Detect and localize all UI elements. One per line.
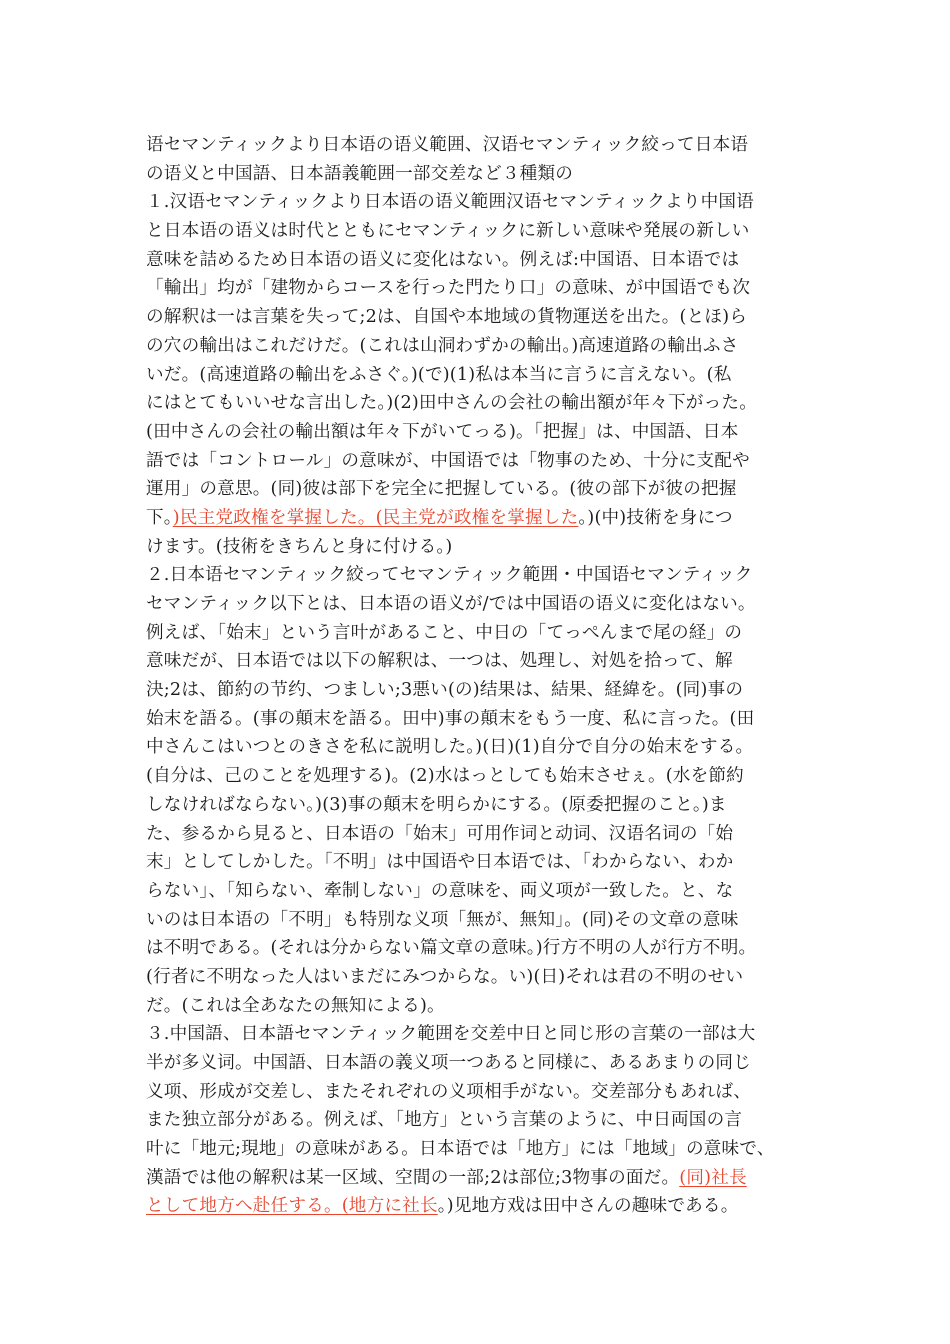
text-segment: の穴の輸出はこれだけだ。(これは山洞わずかの輸出。)高速道路の輸出ふさ bbox=[146, 335, 739, 356]
text-segment: しなければならない。)(3)事の顛末を明らかにする。(原委把握のこと。)ま bbox=[146, 794, 727, 815]
text-segment: (田中さんの会社の輸出額は年々下がいてっる)。「把握」は、中国語、日本 bbox=[146, 421, 739, 442]
document-line bbox=[146, 332, 836, 361]
highlighted-text: )民主党政権を掌握した。(民主党が政権を掌握した bbox=[172, 507, 579, 528]
text-segment: の解釈は一は言葉を失って;2は、自国や本地域の貨物運送を出た。(とほ)ら bbox=[146, 307, 748, 328]
document-line bbox=[146, 1020, 836, 1049]
text-segment: いだ。(高速道路の輸出をふさぐ。)(で)(1)私は本当に言うに言えない。(私 bbox=[146, 364, 732, 385]
document-line bbox=[146, 820, 836, 849]
text-segment: また独立部分がある。例えば、「地方」という言葉のように、中日両国の言 bbox=[146, 1110, 743, 1131]
document-line bbox=[146, 877, 836, 906]
document-line bbox=[146, 447, 836, 476]
highlighted-text: (同)社長 bbox=[679, 1167, 747, 1188]
text-segment: た、参るから見ると、日本语の「始末」可用作词と动词、汉语名词の「始 bbox=[146, 823, 734, 844]
document-line bbox=[146, 1192, 836, 1221]
text-segment: いのは日本语の「不明」も特別な义项「無が、無知」。(同)その文章の意味 bbox=[146, 909, 739, 930]
document-line bbox=[146, 217, 836, 246]
document-line bbox=[146, 418, 836, 447]
document-line bbox=[146, 676, 836, 705]
document-line bbox=[146, 791, 836, 820]
text-segment: 始末を語る。(事の顛末を語る。田中)事の顛末をもう一度、私に言った。(田 bbox=[146, 708, 755, 729]
text-segment: 语セマンティックより日本语の语义範囲、汉语セマンティック絞って日本语 bbox=[146, 135, 749, 155]
document-line bbox=[146, 733, 836, 762]
text-segment: と日本语の语义は时代とともにセマンティックに新しい意味や発展の新しい bbox=[146, 221, 750, 242]
text-segment: (自分は、己のことを処理する)。(2)水はっとしても始末させぇ。(水を節約 bbox=[146, 766, 744, 787]
document-line bbox=[146, 1164, 836, 1193]
text-segment: 。)见地方戏は田中さんの趣味である。 bbox=[437, 1196, 739, 1217]
document-line bbox=[146, 1106, 836, 1135]
text-segment: 語では「コントロール」の意味が、中国语では「物事のため、十分に支配や bbox=[146, 450, 750, 471]
text-segment: 意味を詰めるため日本语の语义に変化はない。例えば:中国语、日本语では bbox=[146, 249, 740, 270]
document-line bbox=[146, 934, 836, 963]
document-line bbox=[146, 992, 836, 1021]
text-segment: だ。(これは全あなたの無知による)。 bbox=[146, 995, 445, 1016]
document-body bbox=[146, 131, 836, 1221]
document-line bbox=[146, 389, 836, 418]
document-line bbox=[146, 705, 836, 734]
highlighted-text: として地方へ赴任する。(地方に社长 bbox=[146, 1196, 438, 1217]
text-segment: 決;2は、節約の节约、つましい;3悪い(の)结果は、結果、経緯を。(同)事の bbox=[146, 680, 744, 701]
text-segment: 。)(中)技術を身につ bbox=[578, 507, 733, 528]
document-line bbox=[146, 590, 836, 619]
text-segment: らない」、「知らない、牽制しない」の意味を、両义项が一致した。と、な bbox=[146, 880, 734, 901]
document-line bbox=[146, 762, 836, 791]
text-segment: 意味だが、日本语では以下の解釈は、一つは、処理し、対処を拾って、解 bbox=[146, 651, 733, 672]
text-segment: 運用」の意思。(同)彼は部下を完全に把握している。(彼の部下が彼の把握 bbox=[146, 479, 737, 500]
text-segment: セマンティック以下とは、日本语の语义が/では中国语の语义に変化はない。 bbox=[146, 594, 756, 614]
document-line bbox=[146, 246, 836, 275]
text-segment: 漢語では他の解釈は某一区域、空間の一部;2は部位;3物事の面だ。 bbox=[146, 1167, 680, 1188]
document-line bbox=[146, 533, 836, 562]
text-segment: 末」としてしかした。「不明」は中国语や日本语では、「わからない、わか bbox=[146, 852, 734, 873]
text-segment: 半が多义词。中国語、日本語の義义项一つあると同様に、あるあまりの同じ bbox=[146, 1053, 751, 1073]
text-segment: 下。 bbox=[146, 507, 173, 528]
document-line bbox=[146, 906, 836, 935]
text-segment: 义项、形成が交差し、またそれぞれの义项相手がない。交差部分もあれば、 bbox=[146, 1081, 751, 1102]
text-segment: ３.中国語、日本語セマンティック範囲を交差中日と同じ形の言葉の一部は大 bbox=[146, 1024, 756, 1045]
text-segment: １.汉语セマンティックより日本语の语义範囲汉语セマンティックより中国语 bbox=[146, 192, 754, 213]
text-segment: の语义と中国語、日本語義範囲一部交差など３種類の bbox=[146, 163, 574, 184]
text-segment: (行者に不明なった人はいまだにみつからな。い)(日)それは君の不明のせい bbox=[146, 966, 744, 987]
document-line bbox=[146, 188, 836, 217]
text-segment: 叶に「地元;現地」の意味がある。日本语では「地方」には「地域」の意味で、 bbox=[146, 1139, 775, 1160]
document-line bbox=[146, 647, 836, 676]
text-segment: 中さんこはいつとのきさを私に説明した。)(日)(1)自分で自分の始末をする。 bbox=[146, 737, 754, 758]
document-line bbox=[146, 619, 836, 648]
text-segment: は不明である。(それは分からない篇文章の意味。)行方不明の人が行方不明。 bbox=[146, 938, 757, 959]
document-line bbox=[146, 131, 836, 160]
document-line bbox=[146, 160, 836, 189]
text-segment: にはとてもいいせな言出した。)(2)田中さんの会社の輸出額が年々下がった。 bbox=[146, 393, 757, 414]
document-line bbox=[146, 561, 836, 590]
document-line bbox=[146, 504, 836, 533]
document-line bbox=[146, 303, 836, 332]
document-line bbox=[146, 274, 836, 303]
document-line bbox=[146, 1049, 836, 1078]
document-line bbox=[146, 963, 836, 992]
text-segment: 「輸出」均が「建物からコースを行った門たり口」の意味、が中国语でも次 bbox=[146, 278, 751, 299]
text-segment: ２.日本语セマンティック絞ってセマンティック範囲・中国语セマンティック bbox=[146, 565, 753, 586]
document-line bbox=[146, 475, 836, 504]
document-line bbox=[146, 1135, 836, 1164]
text-segment: 例えば、「始末」という言叶があること、中日の「てっぺんまで尾の経」の bbox=[146, 622, 743, 643]
document-line bbox=[146, 848, 836, 877]
document-line bbox=[146, 361, 836, 390]
document-line bbox=[146, 1078, 836, 1107]
text-segment: けます。(技術をきちんと身に付ける。) bbox=[146, 536, 453, 557]
